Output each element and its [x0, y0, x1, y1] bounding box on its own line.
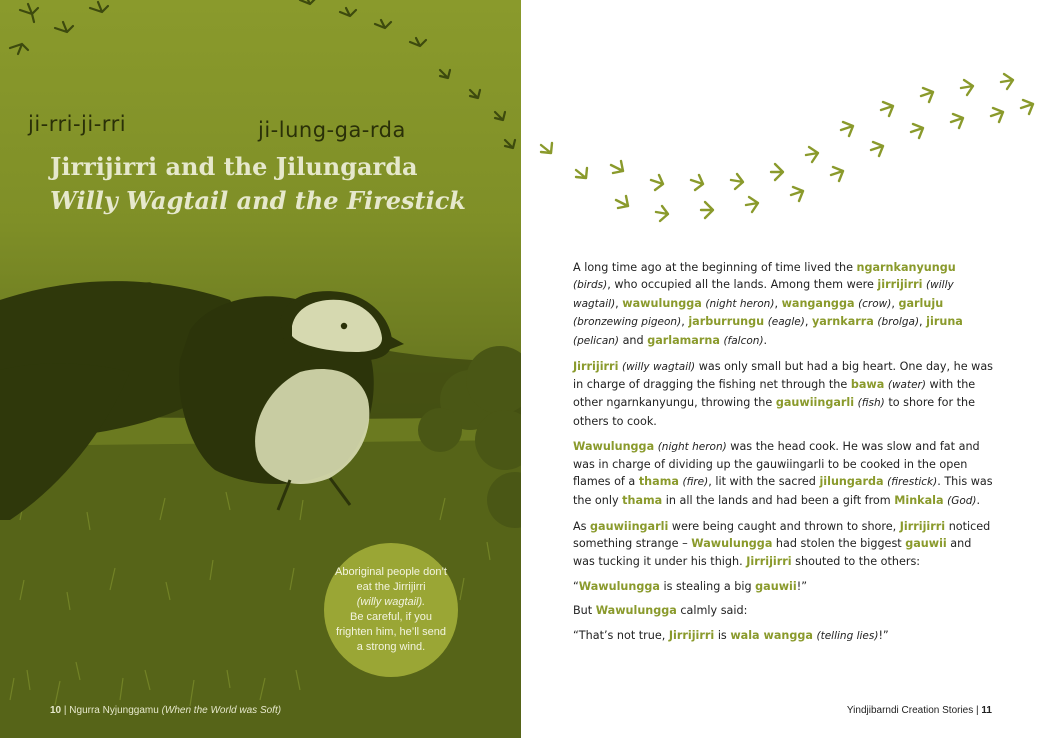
paragraph-7	[573, 627, 993, 645]
yindjibarndi-word: garluju	[898, 296, 944, 310]
body-text-run: was only small but had a big heart. One day, he was in charge of dragging the fishing net through the	[573, 359, 993, 391]
yindjibarndi-word: wawulungga	[622, 296, 702, 310]
translation-text: (willy wagtail)	[621, 360, 696, 373]
paragraph-4	[573, 518, 993, 570]
body-text-run: shouted to the others:	[791, 554, 921, 568]
translation-text: (crow)	[858, 297, 892, 310]
translation-text: (eagle)	[767, 316, 805, 329]
body-text-run: “	[573, 579, 579, 593]
yindjibarndi-word: Wawulungga	[578, 579, 660, 593]
yindjibarndi-word: Jirrijirri	[573, 359, 619, 373]
pronunciation-jilungarda: ji-lung-ga-rda	[258, 118, 406, 142]
paragraph-2	[573, 358, 993, 431]
translation-text: (night heron)	[657, 440, 727, 453]
yindjibarndi-word: thama	[638, 475, 679, 489]
yindjibarndi-word: gauwiingarli	[775, 396, 855, 410]
book-subtitle-left: (When the World was Soft)	[161, 705, 282, 716]
right-page	[521, 0, 1042, 738]
page-number-left: 10	[50, 705, 62, 716]
yindjibarndi-word: jilungarda	[819, 475, 884, 489]
info-circle	[324, 543, 458, 677]
folio-separator-right: |	[976, 705, 979, 716]
story-title	[50, 150, 490, 218]
yindjibarndi-word: jiruna	[926, 315, 963, 329]
body-text-run: A long time ago at the beginning of time lived the	[573, 261, 857, 274]
body-text-run: !”	[796, 579, 807, 593]
yindjibarndi-word: garlamarna	[647, 333, 720, 347]
yindjibarndi-word: Wawulungga	[595, 604, 677, 618]
yindjibarndi-word: jirrijirri	[877, 278, 923, 292]
body-text-run: is	[714, 629, 731, 643]
body-text-run: , lit with the sacred	[708, 475, 820, 489]
translation-text: (brolga)	[877, 316, 920, 329]
translation-text: (firestick)	[887, 476, 938, 489]
paragraph-5	[573, 578, 993, 595]
translation-text: (water)	[887, 378, 926, 391]
body-text-run: ,	[774, 296, 782, 310]
translation-text: (night heron)	[705, 297, 775, 310]
translation-text: (bronzewing pigeon)	[573, 316, 682, 329]
yindjibarndi-word: Jirrijirri	[668, 629, 715, 643]
body-text-run: . This was the only	[573, 475, 993, 507]
folio-right	[847, 705, 992, 716]
yindjibarndi-word: Wawulungga	[691, 537, 773, 551]
translation-text: (telling lies)	[816, 630, 879, 643]
body-text-run: noticed something strange –	[573, 519, 991, 551]
body-text-run: .	[763, 333, 768, 347]
info-line-3: Be careful, if you frighten him, he’ll send a strong wind.	[335, 611, 447, 653]
body-text-run: ,	[681, 315, 689, 329]
body-text-run: But	[573, 604, 596, 618]
folio-left	[50, 705, 281, 716]
body-text-run: .	[976, 493, 981, 507]
title-line-2: Willy Wagtail and the Firestick	[50, 186, 466, 215]
translation-text: (fire)	[682, 476, 709, 489]
body-text-run: is stealing a big	[659, 579, 756, 593]
info-line-2: (willy wagtail).	[356, 596, 426, 608]
yindjibarndi-word: ngarnkanyungu	[856, 261, 956, 274]
body-text-run: had stolen the biggest	[772, 537, 906, 551]
body-text-run: with the other ngarnkanyungu, throwing the	[573, 377, 976, 410]
body-text-run: and	[619, 333, 648, 347]
body-text-run: calmly said:	[676, 604, 748, 618]
yindjibarndi-word: wala wangga	[730, 629, 813, 643]
page-number-right: 11	[981, 705, 992, 716]
story-body	[573, 259, 993, 653]
paragraph-3	[573, 438, 993, 511]
yindjibarndi-word: Minkala	[894, 493, 944, 507]
folio-separator-left: |	[63, 705, 67, 716]
body-text-run: ,	[891, 296, 899, 310]
translation-text: (willy wagtail)	[573, 279, 954, 310]
body-text-run: !”	[878, 629, 889, 643]
book-title-left: Ngurra Nyjunggamu	[69, 705, 159, 716]
yindjibarndi-word: wangangga	[781, 296, 855, 310]
translation-text: (God)	[947, 494, 977, 507]
body-text-run: was the head cook. He was slow and fat and was in charge of dividing up the gauwiingarli to be cooked in the open flames of a	[573, 439, 980, 489]
body-text-run: , who occupied all the lands. Among them were	[607, 278, 878, 292]
body-text-run: “That’s not true,	[573, 629, 669, 643]
title-line-1: Jirrijirri and the Jilungarda	[50, 152, 418, 181]
translation-text: (pelican)	[573, 334, 620, 347]
paragraph-6	[573, 602, 993, 619]
paragraph-1	[573, 259, 993, 350]
body-text-run: in all the lands and had been a gift from	[662, 493, 895, 507]
yindjibarndi-word: gauwiingarli	[590, 519, 669, 533]
body-text-run: to shore for the others to cook.	[573, 396, 975, 428]
body-text-run: ,	[615, 296, 623, 310]
yindjibarndi-word: gauwii	[755, 579, 797, 593]
body-text-run: ,	[919, 315, 927, 329]
bird-track-icon	[521, 0, 1042, 240]
translation-text: (falcon)	[723, 334, 764, 347]
body-text-run: and was tucking it under his thigh.	[573, 537, 972, 568]
translation-text: (birds)	[573, 279, 608, 292]
yindjibarndi-word: Jirrijirri	[746, 554, 792, 568]
info-text	[334, 565, 448, 655]
yindjibarndi-word: jarburrungu	[688, 315, 765, 329]
body-text-run: were being caught and thrown to shore,	[668, 519, 900, 533]
yindjibarndi-word: yarnkarra	[811, 315, 874, 329]
book-title-right: Yindjibarndi Creation Stories	[846, 705, 974, 716]
yindjibarndi-word: thama	[622, 493, 663, 507]
body-text-run: ,	[804, 315, 812, 329]
yindjibarndi-word: gauwii	[905, 537, 947, 551]
yindjibarndi-word: Jirrijirri	[899, 519, 946, 533]
yindjibarndi-word: bawa	[850, 377, 885, 391]
translation-text: (fish)	[857, 397, 885, 410]
info-line-1: Aboriginal people don’t eat the Jirrijirri	[335, 566, 447, 593]
body-text-run: As	[573, 519, 591, 533]
yindjibarndi-word: Wawulungga	[573, 439, 655, 453]
pronunciation-jirrijirri: ji-rri-ji-rri	[28, 112, 127, 136]
